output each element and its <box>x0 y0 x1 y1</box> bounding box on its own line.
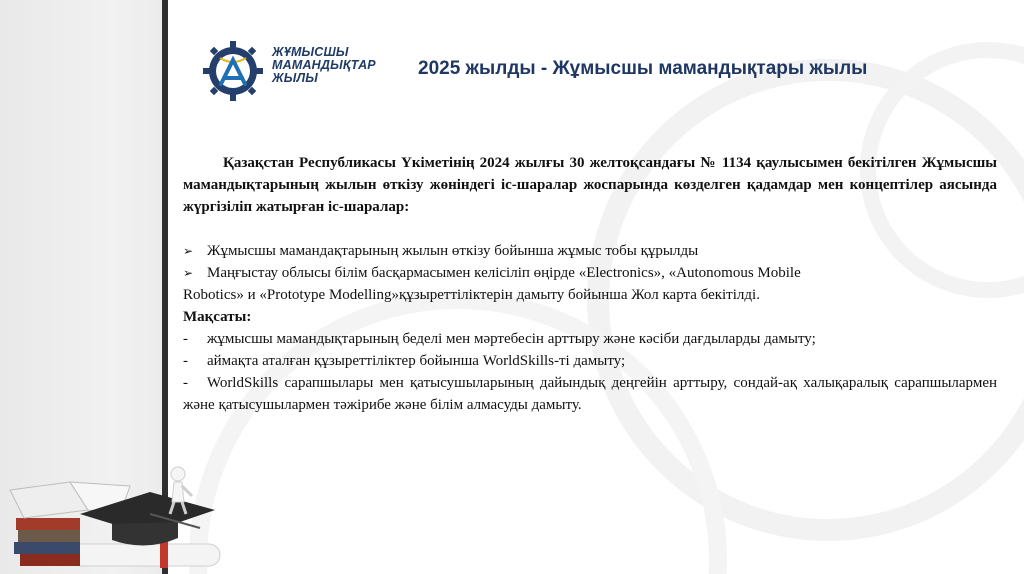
intro-paragraph: Қазақстан Республикасы Үкіметінің 2024 жылғы 30 желтоқсандағы № 1134 қаулысымен бекітілген Жұмысшы мамандықтарының жылын өткізу жөніндегі іс-шаралар жоспарында көзделген қадамдар мен концептілер аясында жүргізіліп жатырған іс-шаралар: <box>183 155 997 215</box>
gear-emblem-icon <box>200 36 266 102</box>
logo-line-3: ЖЫЛЫ <box>272 71 318 85</box>
goal-item-1 <box>183 328 997 350</box>
arrow-bullet-icon: ➢ <box>183 266 194 280</box>
goal-text-1: жұмысшы мамандықтарының беделі мен мәртебесін арттыру және кәсіби дағдыларды дамыту; <box>207 331 816 347</box>
dash-marker: - <box>183 353 188 369</box>
bullet-text-1: Жұмысшы мамандақтарының жылын өткізу бойынша жұмыс тобы құрылды <box>207 243 699 259</box>
goal-item-2 <box>183 350 997 372</box>
dash-marker: - <box>183 375 188 391</box>
bullet-item-1 <box>183 240 997 262</box>
bullet-text-2: Маңғыстау облысы білім басқармасымен келісіліп өңірде «Electronics», «Autonomous Mobile <box>207 265 801 281</box>
logo <box>200 36 380 102</box>
logo-text <box>272 46 376 85</box>
page-title: 2025 жылды - Жұмысшы мамандықтары жылы <box>418 58 868 79</box>
goal-text-3: WorldSkills сарапшылары мен қатысушыларының дайындық деңгейін арттыру, сондай-ақ халықаралық сарапшылармен және қатысушылармен тәжірибе және білім алмасуды дамыту. <box>183 375 998 413</box>
bullet-continuation: Robotics» и «Prototype Modelling»құзыреттіліктерін дамыту бойынша Жол карта бекітілді. <box>183 287 760 303</box>
books-graduation-illustration <box>0 440 260 574</box>
goal-item-3 <box>183 372 997 416</box>
goals-heading: Мақсаты: <box>183 309 252 325</box>
logo-line-1: ЖҰМЫСШЫ <box>272 45 349 59</box>
arrow-bullet-icon: ➢ <box>183 244 194 258</box>
bullet-item-2 <box>183 262 997 284</box>
logo-line-2: МАМАНДЫҚТАР <box>272 58 376 72</box>
goal-text-2: аймақта аталған құзыреттіліктер бойынша WorldSkills-ті дамыту; <box>207 353 626 369</box>
dash-marker: - <box>183 331 188 347</box>
main-content <box>183 152 997 416</box>
